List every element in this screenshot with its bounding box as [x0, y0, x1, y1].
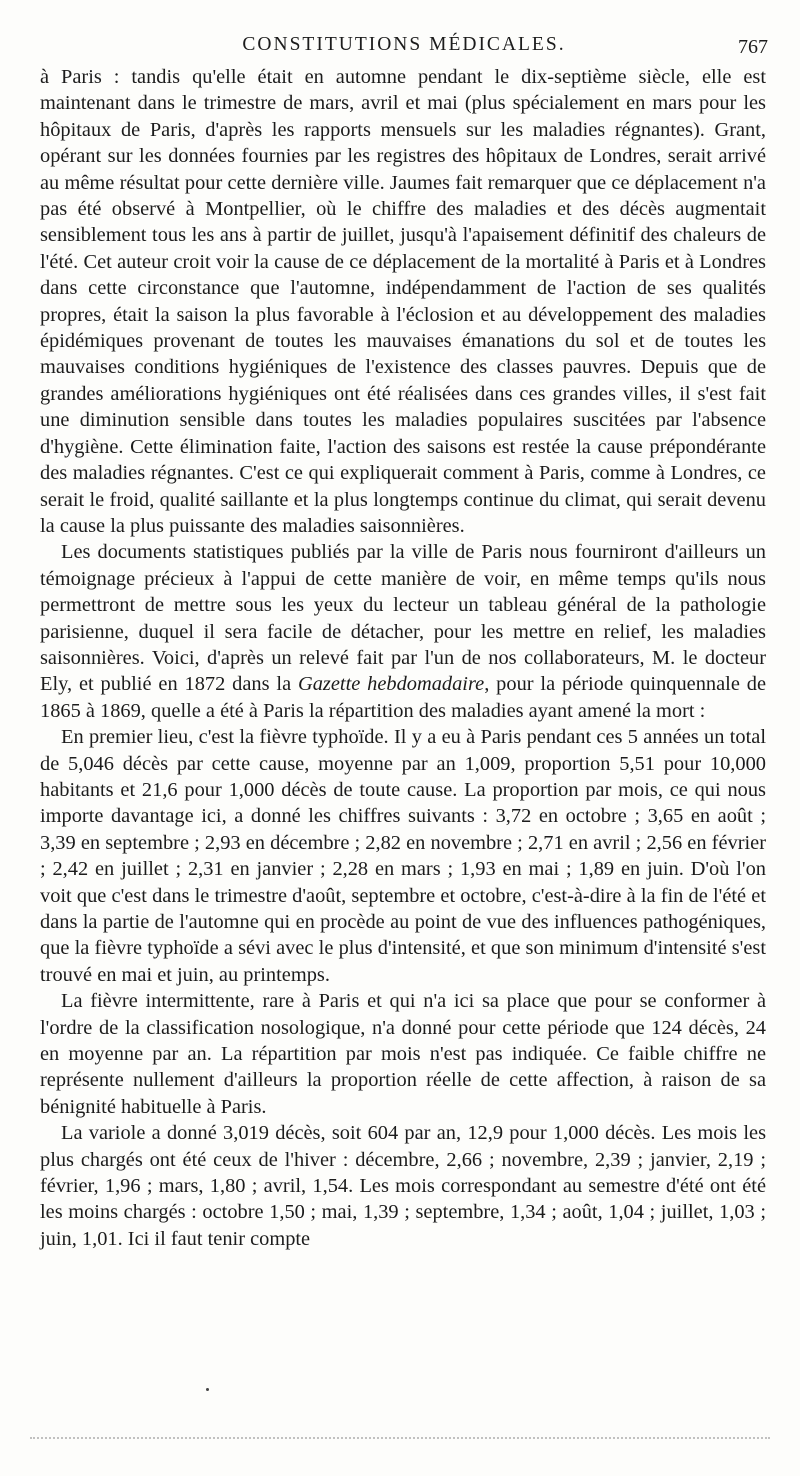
- paragraph-1: à Paris : tandis qu'elle était en automne pendant le dix-septième siècle, elle est maintenant dans le trimestre de mars, avril et mai (plus spécialement en mars pour les hôpitaux de Paris, d'après les rapports mensuels sur les maladies régnantes). Grant, opérant sur les données fournies par les registres des hôpitaux de Londres, serait arrivé au même résultat pour cette dernière ville. Jaumes fait remarquer que ce déplacement n'a pas été observé à Montpellier, où le chiffre des maladies et des décès augmentait sensiblement tous les ans à partir de juillet, jusqu'à l'apaisement définitif des chaleurs de l'été. Cet auteur croit voir la cause de ce déplacement de la mortalité à Paris et à Londres dans cette circonstance que l'automne, indépendamment de l'action de ses qualités propres, était la saison la plus favorable à l'éclosion et au développement des maladies épidémiques provenant de toutes les mauvaises émanations du sol et de toutes les mauvaises conditions hygiéniques de l'existence des classes pauvres. Depuis que de grandes améliorations hygiéniques ont été réalisées dans ces grandes villes, il s'est fait une diminution sensible dans toutes les maladies populaires suscitées par l'absence d'hygiène. Cette élimination faite, l'action des saisons est restée la cause prépondérante des maladies régnantes. C'est ce qui expliquerait comment à Paris, comme à Londres, ce serait le froid, qualité saillante et la plus longtemps continue du climat, qui serait devenu la cause la plus puissante des maladies saisonnières.: [40, 66, 766, 537]
- journal-title: Gazette hebdomadaire: [298, 673, 485, 696]
- print-speck: [206, 1388, 209, 1391]
- footer-scan-artifact: [30, 1437, 770, 1443]
- paragraph-2-part-1: Les documents statistiques publiés par la ville de Paris nous fourniront d'ailleurs un témoignage précieux à l'appui de cette manière de voir, en même temps qu'ils nous permettront de mettre sous les yeux du lecteur un tableau général de la pathologie parisienne, duquel il sera facile de détacher, pour les mettre en relief, les maladies saisonnières. Voici, d'après un relevé fait par l'un de nos collaborateurs, M. le docteur Ely, et publié en 1872 dans la: [40, 541, 766, 696]
- body-text: [40, 64, 766, 1252]
- paragraph-5: La variole a donné 3,019 décès, soit 604 par an, 12,9 pour 1,000 décès. Les mois les plus chargés ont été ceux de l'hiver : décembre, 2,66 ; novembre, 2,39 ; janvier, 2,19 ; février, 1,96 ; mars, 1,80 ; avril, 1,54. Les mois correspondant au semestre d'été ont été les moins chargés : octobre 1,50 ; mai, 1,39 ; septembre, 1,34 ; août, 1,04 ; juillet, 1,03 ; juin, 1,01. Ici il faut tenir compte: [40, 1122, 766, 1250]
- paragraph-2: [40, 539, 766, 724]
- page-header: [40, 30, 768, 64]
- paragraph-2-part-2: , pour la période quinquennale de 1865 à 1869, quelle a été à Paris la répartition des maladies ayant amené la mort :: [40, 673, 766, 722]
- running-title: CONSTITUTIONS MÉDICALES.: [242, 34, 566, 55]
- paragraph-4: La fièvre intermittente, rare à Paris et qui n'a ici sa place que pour se conformer à l'ordre de la classification nosologique, n'a donné pour cette période que 124 décès, 24 en moyenne par an. La répartition par mois n'est pas indiquée. Ce faible chiffre ne représente nullement d'ailleurs la proportion réelle de cette affection, à raison de sa bénignité habituelle à Paris.: [40, 990, 766, 1118]
- paragraph-3: En premier lieu, c'est la fièvre typhoïde. Il y a eu à Paris pendant ces 5 années un total de 5,046 décès par cette cause, moyenne par an 1,009, proportion 5,51 pour 10,000 habitants et 21,6 pour 1,000 décès de toute cause. La proportion par mois, ce qui nous importe davantage ici, a donné les chiffres suivants : 3,72 en octobre ; 3,65 en août ; 3,39 en septembre ; 2,93 en décembre ; 2,82 en novembre ; 2,71 en avril ; 2,56 en février ; 2,42 en juillet ; 2,31 en janvier ; 2,28 en mars ; 1,93 en mai ; 1,89 en juin. D'où l'on voit que c'est dans le trimestre d'août, septembre et octobre, c'est-à-dire à la fin de l'été et dans la partie de l'automne qui en procède au point de vue des influences pathogéniques, que la fièvre typhoïde a sévi avec le plus d'intensité, et que son minimum d'intensité s'est trouvé en mai et juin, au printemps.: [40, 726, 766, 986]
- page-number: 767: [738, 36, 768, 58]
